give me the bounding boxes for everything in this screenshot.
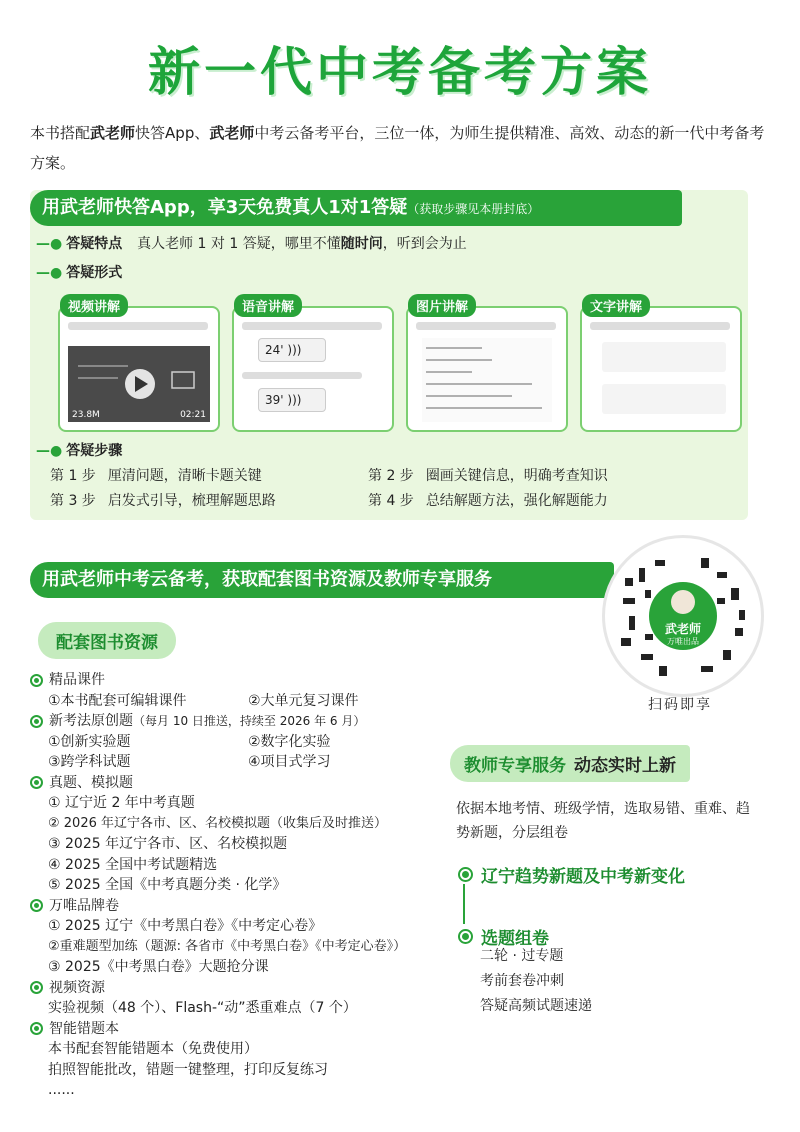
intro-text-1: 本书搭配 — [30, 124, 91, 142]
step-text: 厘清问题，清晰卡题关键 — [107, 468, 262, 484]
qr-pattern-icon — [605, 538, 761, 694]
resource-item: ③跨学科试题 — [48, 754, 131, 770]
app-banner — [30, 190, 682, 226]
intro-brand-2: 武老师 — [209, 124, 255, 142]
intro-text-2: 快答App、 — [135, 124, 210, 142]
video-card — [58, 300, 220, 432]
features-text-c: ，听到会为止 — [382, 236, 467, 252]
section-connector — [463, 884, 465, 924]
voice-duration-2: 39' — [265, 393, 284, 407]
voice-card — [232, 300, 394, 432]
qr-caption: 扫码即享 — [648, 697, 712, 713]
sound-wave-icon: ))) — [287, 393, 302, 407]
resource-title: 视频资源 — [49, 979, 105, 996]
bullet-icon: —● — [36, 265, 63, 281]
resource-item: ④ 2025 全国中考试题精选 — [48, 856, 218, 873]
step-item — [50, 465, 262, 485]
resource-title: 智能错题本 — [49, 1020, 119, 1037]
resource-item: ②大单元复习课件 — [248, 692, 359, 709]
resources-list — [30, 670, 450, 1101]
card-header-bar — [242, 322, 382, 330]
resource-section — [30, 978, 450, 999]
teacher-pill-label: 教师专享服务 — [464, 756, 566, 776]
cloud-banner-title: 用武老师中考云备考，获取配套图书资源及教师专享服务 — [42, 569, 492, 590]
bullet-icon: —● — [36, 236, 63, 252]
app-banner-note: （获取步骤见本册封底） — [407, 202, 540, 216]
resource-item: 实验视频（48 个）、Flash-“动”悉重难点（7 个） — [48, 1000, 357, 1016]
resource-item: ② 2026 年辽宁各市、区、名校模拟题（收集后及时推送） — [48, 815, 388, 831]
features-text-b: 随时问 — [340, 236, 383, 252]
resource-item: ③ 2025《中考黑白卷》大题抢分课 — [48, 959, 269, 975]
video-duration: 02:21 — [180, 410, 206, 420]
bullet-icon: —● — [36, 443, 63, 459]
text-card — [580, 300, 742, 432]
resource-section — [30, 711, 450, 732]
resource-item: 本书配套智能错题本（免费使用） — [48, 1041, 258, 1057]
ring-bullet-icon — [30, 776, 43, 789]
resource-section — [30, 1019, 450, 1040]
resource-title: 精品课件 — [49, 672, 105, 688]
resource-title: 万唯品牌卷 — [49, 897, 119, 914]
teacher-section-title: 选题组卷 — [481, 929, 549, 949]
resource-item: ...... — [48, 1082, 75, 1098]
teacher-sub-item: 二轮 · 过专题 — [480, 948, 564, 964]
resource-item: ① 2025 辽宁《中考黑白卷》《中考定心卷》 — [48, 918, 323, 934]
ring-bullet-icon — [30, 899, 43, 912]
intro-paragraph — [30, 118, 770, 178]
card-header-bar — [590, 322, 730, 330]
teacher-service — [450, 745, 770, 782]
voice-duration-1: 24' — [265, 343, 284, 357]
features-label: 答疑特点 — [66, 236, 123, 252]
forms-label: 答疑形式 — [66, 265, 123, 281]
qr-logo-text: 武老师 — [664, 622, 701, 636]
teacher-section-title: 辽宁趋势新题及中考新变化 — [481, 867, 685, 887]
qr-logo-sub: 万唯出品 — [667, 637, 699, 646]
resource-item: ②数字化实验 — [248, 733, 331, 750]
features-text-a: 真人老师 1 对 1 答疑，哪里不懂 — [137, 236, 341, 252]
ring-bullet-icon — [30, 674, 43, 687]
resource-title: 真题、模拟题 — [49, 774, 133, 791]
teacher-sub-list — [480, 944, 592, 1019]
resource-row — [30, 752, 450, 773]
resource-item: ②重难题型加练（题源: 各省市《中考黑白卷》《中考定心卷》） — [48, 938, 407, 954]
card-header-bar — [68, 322, 208, 330]
ring-bullet-icon — [30, 981, 43, 994]
ring-bullet-icon — [458, 929, 473, 944]
voice-card-tag: 语音讲解 — [234, 294, 302, 317]
cloud-banner — [30, 562, 614, 598]
resource-section — [30, 773, 450, 794]
page-title: 新一代中考备考方案 — [147, 43, 652, 103]
image-card-tag: 图片讲解 — [408, 294, 476, 317]
resource-note: （每月 10 日推送，持续至 2026 年 6 月） — [133, 714, 366, 728]
qr-code[interactable] — [602, 535, 764, 697]
resource-title: 新考法原创题 — [49, 713, 133, 729]
image-card — [406, 300, 568, 432]
resource-item: ④项目式学习 — [248, 754, 331, 770]
app-banner-title: 用武老师快答App，享3天免费真人1对1答疑 — [42, 197, 408, 218]
step-item — [368, 490, 608, 510]
ring-bullet-icon — [458, 867, 473, 882]
teacher-sub-item: 考前套卷冲刺 — [480, 973, 564, 989]
step-item — [368, 465, 608, 485]
step-number: 第 1 步 — [50, 468, 96, 484]
video-card-tag: 视频讲解 — [60, 294, 128, 317]
text-message-bubble-2 — [602, 384, 726, 414]
resource-item: ① 辽宁近 2 年中考真题 — [48, 795, 195, 811]
resources-pill: 配套图书资源 — [38, 622, 176, 659]
handwriting-image-icon — [422, 338, 552, 422]
teacher-desc: 依据本地考情、班级学情，选取易错、重难、趋势新题，分层组卷 — [456, 801, 750, 841]
intro-text-3: 中考云备考平台，三位一体，为师生提供精准、高效、动态的新一代中考备考方案。 — [30, 124, 765, 172]
resource-section — [30, 670, 450, 691]
teacher-sub-item: 答疑高频试题速递 — [480, 998, 592, 1014]
step-number: 第 2 步 — [368, 468, 414, 484]
resource-item: ①本书配套可编辑课件 — [48, 692, 187, 709]
resource-item: ①创新实验题 — [48, 733, 131, 750]
ring-bullet-icon — [30, 715, 43, 728]
voice-bubble-2 — [258, 388, 326, 412]
card-text-bar — [242, 372, 362, 379]
resource-item: ③ 2025 年辽宁各市、区、名校模拟题 — [48, 836, 288, 852]
features-text — [137, 236, 467, 252]
resource-item: 拍照智能批改，错题一键整理，打印反复练习 — [48, 1061, 328, 1078]
step-text: 启发式引导，梳理解题思路 — [107, 493, 276, 509]
step-text: 总结解题方法，强化解题能力 — [425, 493, 608, 509]
ring-bullet-icon — [30, 1022, 43, 1035]
resource-section — [30, 896, 450, 917]
teacher-section-1 — [458, 862, 685, 887]
step-number: 第 4 步 — [368, 493, 414, 509]
step-item — [50, 490, 276, 510]
teacher-pill — [450, 745, 690, 782]
resource-row — [30, 691, 450, 712]
text-message-bubble-1 — [602, 342, 726, 372]
text-card-tag: 文字讲解 — [582, 294, 650, 317]
video-thumbnail — [68, 346, 210, 422]
features-row — [36, 233, 467, 253]
forms-row — [36, 262, 122, 282]
resource-row — [30, 732, 450, 753]
steps-label: 答疑步骤 — [66, 443, 123, 459]
step-text: 圈画关键信息，明确考查知识 — [425, 468, 608, 484]
voice-bubble-1 — [258, 338, 326, 362]
steps-row — [36, 440, 122, 460]
teacher-pill-sub: 动态实时上新 — [574, 756, 676, 776]
intro-brand-1: 武老师 — [90, 124, 136, 142]
card-header-bar — [416, 322, 556, 330]
video-size: 23.8M — [72, 410, 100, 420]
step-number: 第 3 步 — [50, 493, 96, 509]
sound-wave-icon: ))) — [287, 343, 302, 357]
resource-item: ⑤ 2025 全国《中考真题分类 · 化学》 — [48, 877, 287, 893]
